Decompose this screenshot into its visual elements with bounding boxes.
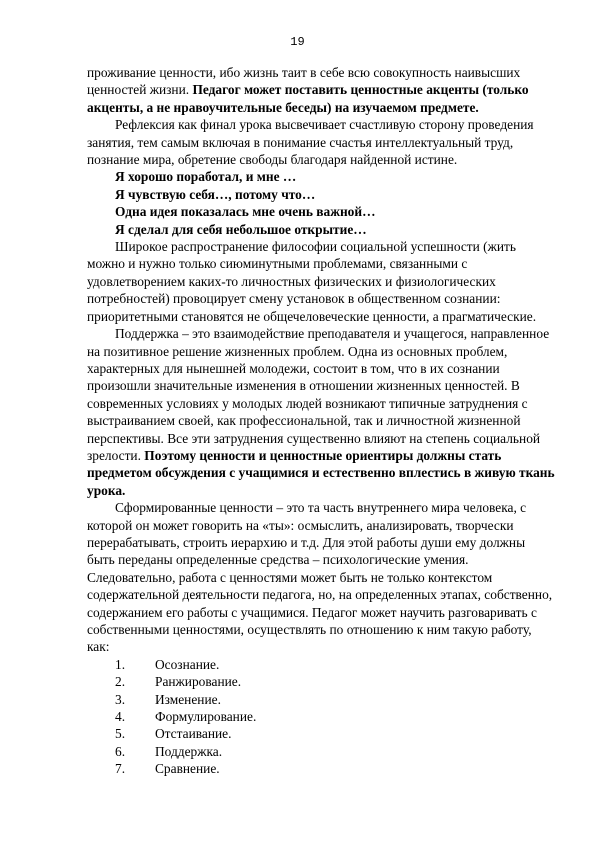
page-number: 19 (290, 35, 305, 49)
paragraph-3: Широкое распространение философии социальной успешности (жить можно и нужно только сиюминутными проблемами, связанными с удовлетворением каких-то личностных физических и физиологических потребностей) провоцирует смену установок в общественном сознании: приоритетными становятся не общечеловеческие ценности, а прагматические. (87, 239, 537, 324)
reflection-line-2: Я чувствую себя…, потому что… (115, 186, 316, 202)
paragraph-1-text: проживание ценности, ибо жизнь таит в себе всю совокупность наивысших ценностей жизни. (87, 65, 521, 98)
list-item-text: Формулирование. (155, 709, 257, 725)
list-item (87, 760, 555, 777)
list-item-text: Изменение. (155, 691, 221, 707)
list-item-text: Поддержка. (155, 743, 223, 759)
reflection-line-3: Одна идея показалась мне очень важной… (115, 204, 376, 220)
paragraph-4-bold: Поэтому ценности и ценностные ориентиры должны стать предметом обсуждения с учащимися и естественно вплестись в живую ткань урока. (87, 447, 555, 498)
list-item-number: 4. (115, 709, 126, 725)
reflection-line-4: Я сделал для себя небольшое открытие… (115, 221, 367, 237)
reflection-line-1: Я хорошо поработал, и мне … (115, 169, 297, 185)
paragraph-1 (87, 64, 555, 116)
paragraph-4-text: Поддержка – это взаимодействие преподавателя и учащегося, направленное на позитивное решение жизненных проблем. Одна из основных проблем, характерных для нынешней молодежи, состоит в том, что в их сознании произошли значительные изменения в отношении жизненных ценностей. В современных условиях у молодых людей возникают типичные затруднения с выстраиванием своей, как профессиональной, так и личностной жизненной перспективы. Все эти затруднения существенно влияют на степень социальной зрелости. (87, 326, 550, 463)
list-item (87, 656, 555, 673)
paragraph-5: Сформированные ценности – это та часть внутреннего мира человека, с которой он может говорить на «ты»: осмыслить, анализировать, творчески перерабатывать, строить иерархию и т.д. Для этой работы души ему должны быть переданы определенные средства – психологические умения. Следовательно, работа с ценностями может быть не только контекстом содержательной деятельности педагога, но, на определенных этапах, собственно, содержанием его работы с учащимися. Педагог может научить разговаривать с собственными ценностями, осуществлять по отношению к ним такую работу, как: (87, 500, 553, 655)
list-item-text: Отстаивание. (155, 726, 232, 742)
paragraph-2: Рефлексия как финал урока высвечивает счастливую сторону проведения занятия, тем самым включая в понимание счастья интеллектуальный труд, познание мира, обретение свободы благодаря найденной истине. (87, 117, 534, 168)
list-item-number: 7. (115, 761, 126, 777)
list-item (87, 708, 555, 725)
list-item-number: 5. (115, 726, 126, 742)
list-item (87, 743, 555, 760)
list-item-number: 6. (115, 743, 126, 759)
list-item-text: Сравнение. (155, 761, 220, 777)
document-body (87, 64, 555, 778)
list-item (87, 691, 555, 708)
list-item-number: 1. (115, 656, 126, 672)
paragraph-1-bold: Педагог может поставить ценностные акценты (только акценты, а не нравоучительные беседы) на изучаемом предмете. (87, 82, 529, 115)
list-item-number: 2. (115, 674, 126, 690)
list-item (87, 673, 555, 690)
list-item (87, 725, 555, 742)
list-item-text: Осознание. (155, 656, 220, 672)
list-item-number: 3. (115, 691, 126, 707)
numbered-list (87, 656, 555, 778)
paragraph-4 (87, 325, 555, 499)
list-item-text: Ранжирование. (155, 674, 242, 690)
